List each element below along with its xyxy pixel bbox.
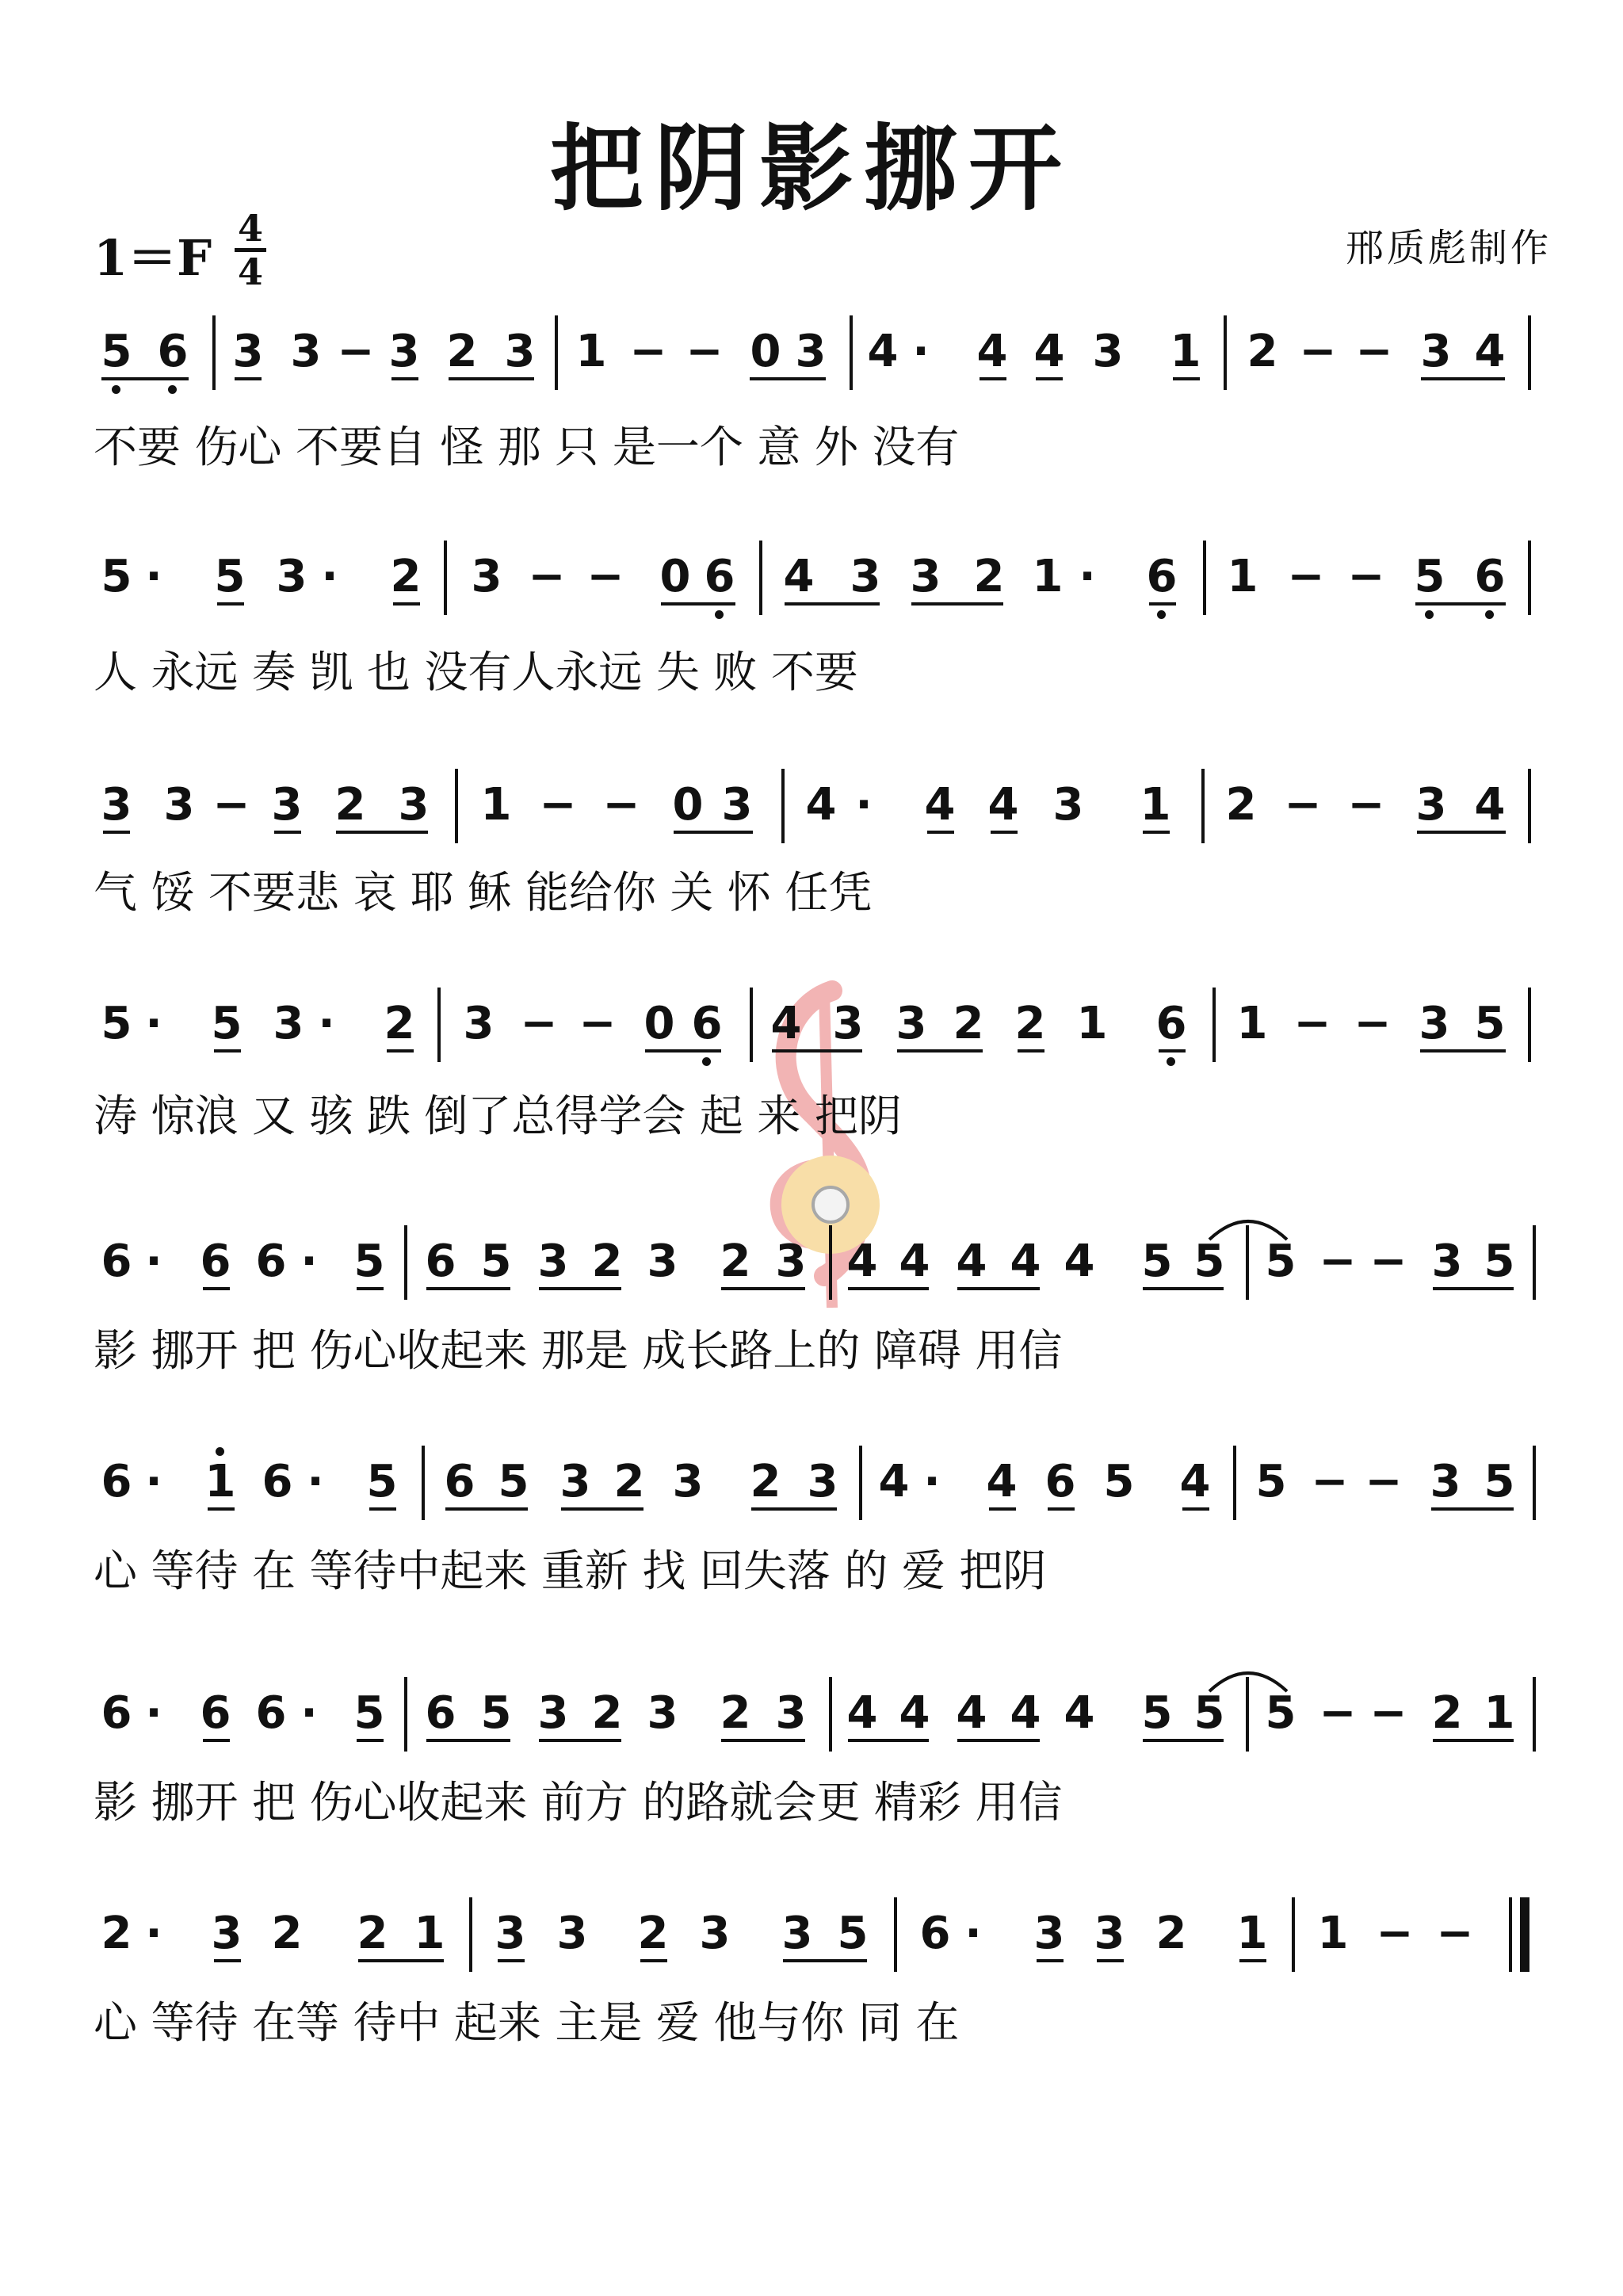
treble-clef-watermark-icon: [737, 975, 903, 1324]
lyric-line-5: 影 挪开 把 伤心收起来 那是 成长路上的 障碍 用信: [94, 1325, 1063, 1376]
song-title: 把阴影挪开: [549, 113, 1073, 223]
lyric-line-7: 影 挪开 把 伤心收起来 前方 的路就会更 精彩 用信: [94, 1777, 1063, 1828]
key-signature: 1＝F: [94, 229, 212, 287]
lyric-line-1: 不要 伤心 不要自 怪 那 只 是一个 意 外 没有: [94, 422, 960, 472]
lyric-line-4: 涛 惊浪 又 骇 跌 倒了总得学会 起 来 把阴: [94, 1091, 902, 1141]
lyric-line-6: 心 等待 在 等待中起来 重新 找 回失落 的 爱 把阴: [94, 1545, 1047, 1596]
time-signature-denominator: 4: [237, 250, 263, 293]
time-signature: [231, 209, 269, 291]
credit: 邢质彪制作: [1345, 226, 1552, 270]
lyric-line-3: 气 馁 不要悲 哀 耶 稣 能给你 关 怀 任凭: [94, 867, 873, 918]
final-barline: [1520, 1897, 1529, 1972]
lyric-line-8: 心 等待 在等 待中 起来 主是 爱 他与你 同 在: [94, 1997, 960, 2048]
time-signature-numerator: 4: [237, 207, 263, 250]
lyric-line-2: 人 永远 奏 凯 也 没有人永远 失 败 不要: [94, 647, 858, 697]
